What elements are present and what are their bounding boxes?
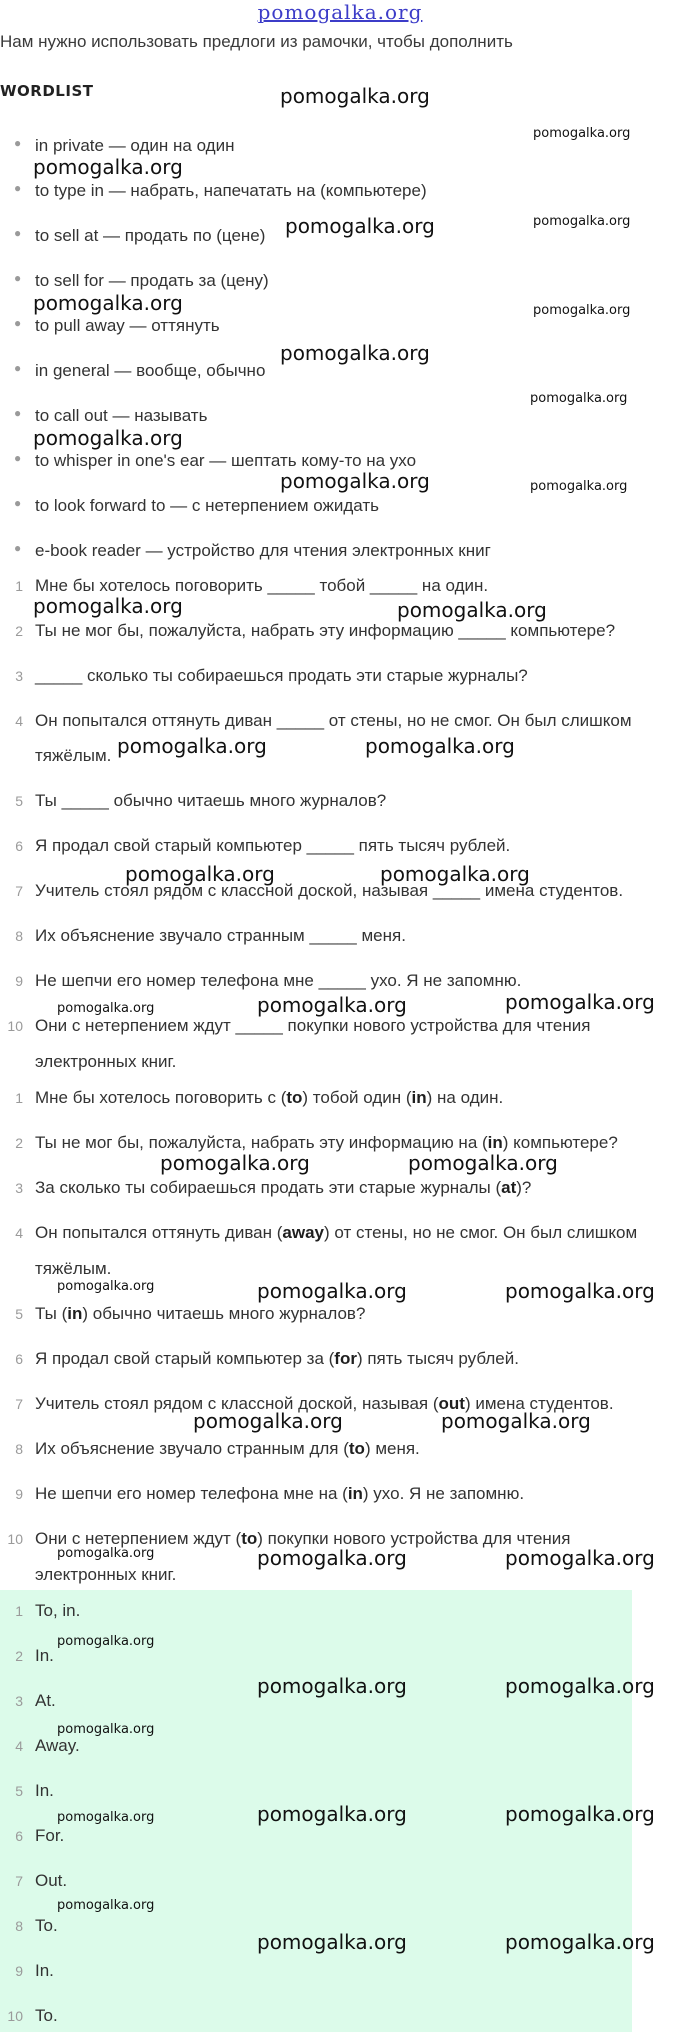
answer-word: out: [438, 1394, 465, 1413]
watermark: pomogalka.org: [505, 1802, 655, 1826]
bullet-icon: ●: [14, 361, 22, 375]
watermark: pomogalka.org: [285, 214, 435, 238]
watermark: pomogalka.org: [57, 1810, 155, 1825]
answer-word: in: [487, 1133, 503, 1152]
watermark: pomogalka.org: [530, 391, 628, 406]
watermark: pomogalka.org: [365, 734, 515, 758]
watermark: pomogalka.org: [33, 426, 183, 450]
bullet-icon: ●: [14, 541, 22, 555]
watermark: pomogalka.org: [280, 341, 430, 365]
watermark: pomogalka.org: [441, 1409, 591, 1433]
bullet-icon: ●: [14, 406, 22, 420]
exercise-item-continuation: электронных книг.: [35, 1052, 177, 1071]
watermark: pomogalka.org: [257, 1802, 407, 1826]
exercise-item-continuation: тяжёлым.: [35, 746, 112, 765]
watermark: pomogalka.org: [380, 862, 530, 886]
bullet-icon: ●: [14, 316, 22, 330]
watermark: pomogalka.org: [533, 303, 631, 318]
watermark: pomogalka.org: [505, 1930, 655, 1954]
filled-item-continuation: электронных книг.: [35, 1565, 177, 1584]
watermark: pomogalka.org: [33, 155, 183, 179]
answer-word: away: [282, 1223, 325, 1242]
watermark: pomogalka.org: [33, 291, 183, 315]
watermark: pomogalka.org: [505, 1546, 655, 1570]
watermark: pomogalka.org: [257, 1279, 407, 1303]
answer-word: in: [411, 1088, 427, 1107]
bullet-icon: ●: [14, 181, 22, 195]
watermark: pomogalka.org: [57, 1001, 155, 1016]
watermark: pomogalka.org: [257, 1930, 407, 1954]
bullet-icon: ●: [14, 226, 22, 240]
watermark: pomogalka.org: [57, 1722, 155, 1737]
watermark: pomogalka.org: [160, 1151, 310, 1175]
bullet-icon: ●: [14, 271, 22, 285]
watermark: pomogalka.org: [57, 1279, 155, 1294]
watermark: pomogalka.org: [505, 1674, 655, 1698]
watermark: pomogalka.org: [57, 1898, 155, 1913]
watermark: pomogalka.org: [533, 126, 631, 141]
answer-word: to: [286, 1088, 303, 1107]
watermark: pomogalka.org: [57, 1634, 155, 1649]
bullet-icon: ●: [14, 496, 22, 510]
watermark: pomogalka.org: [193, 1409, 343, 1433]
answer-word: for: [334, 1349, 357, 1368]
watermark: pomogalka.org: [257, 1546, 407, 1570]
watermark: pomogalka.org: [257, 993, 407, 1017]
watermark: pomogalka.org: [505, 990, 655, 1014]
watermark: pomogalka.org: [33, 594, 183, 618]
filled-item-continuation: тяжёлым.: [35, 1259, 112, 1278]
watermark: pomogalka.org: [257, 1674, 407, 1698]
bullet-icon: ●: [14, 136, 22, 150]
watermark: pomogalka.org: [280, 84, 430, 108]
answer-word: to: [241, 1529, 258, 1548]
site-title[interactable]: pomogalka.org: [257, 0, 423, 24]
answer-word: to: [348, 1439, 365, 1458]
watermark: pomogalka.org: [408, 1151, 558, 1175]
watermark: pomogalka.org: [530, 479, 628, 494]
answer-word: in: [67, 1304, 83, 1323]
intro-text: Нам нужно использовать предлоги из рамочки, чтобы дополнить: [0, 32, 513, 51]
bullet-icon: ●: [14, 451, 22, 465]
watermark: pomogalka.org: [505, 1279, 655, 1303]
watermark: pomogalka.org: [397, 598, 547, 622]
wordlist-heading: WORDLIST: [0, 82, 94, 100]
watermark: pomogalka.org: [533, 214, 631, 229]
answer-word: at: [501, 1178, 517, 1197]
watermark: pomogalka.org: [280, 469, 430, 493]
watermark: pomogalka.org: [57, 1546, 155, 1561]
watermark: pomogalka.org: [117, 734, 267, 758]
answer-word: in: [347, 1484, 363, 1503]
watermark: pomogalka.org: [125, 862, 275, 886]
